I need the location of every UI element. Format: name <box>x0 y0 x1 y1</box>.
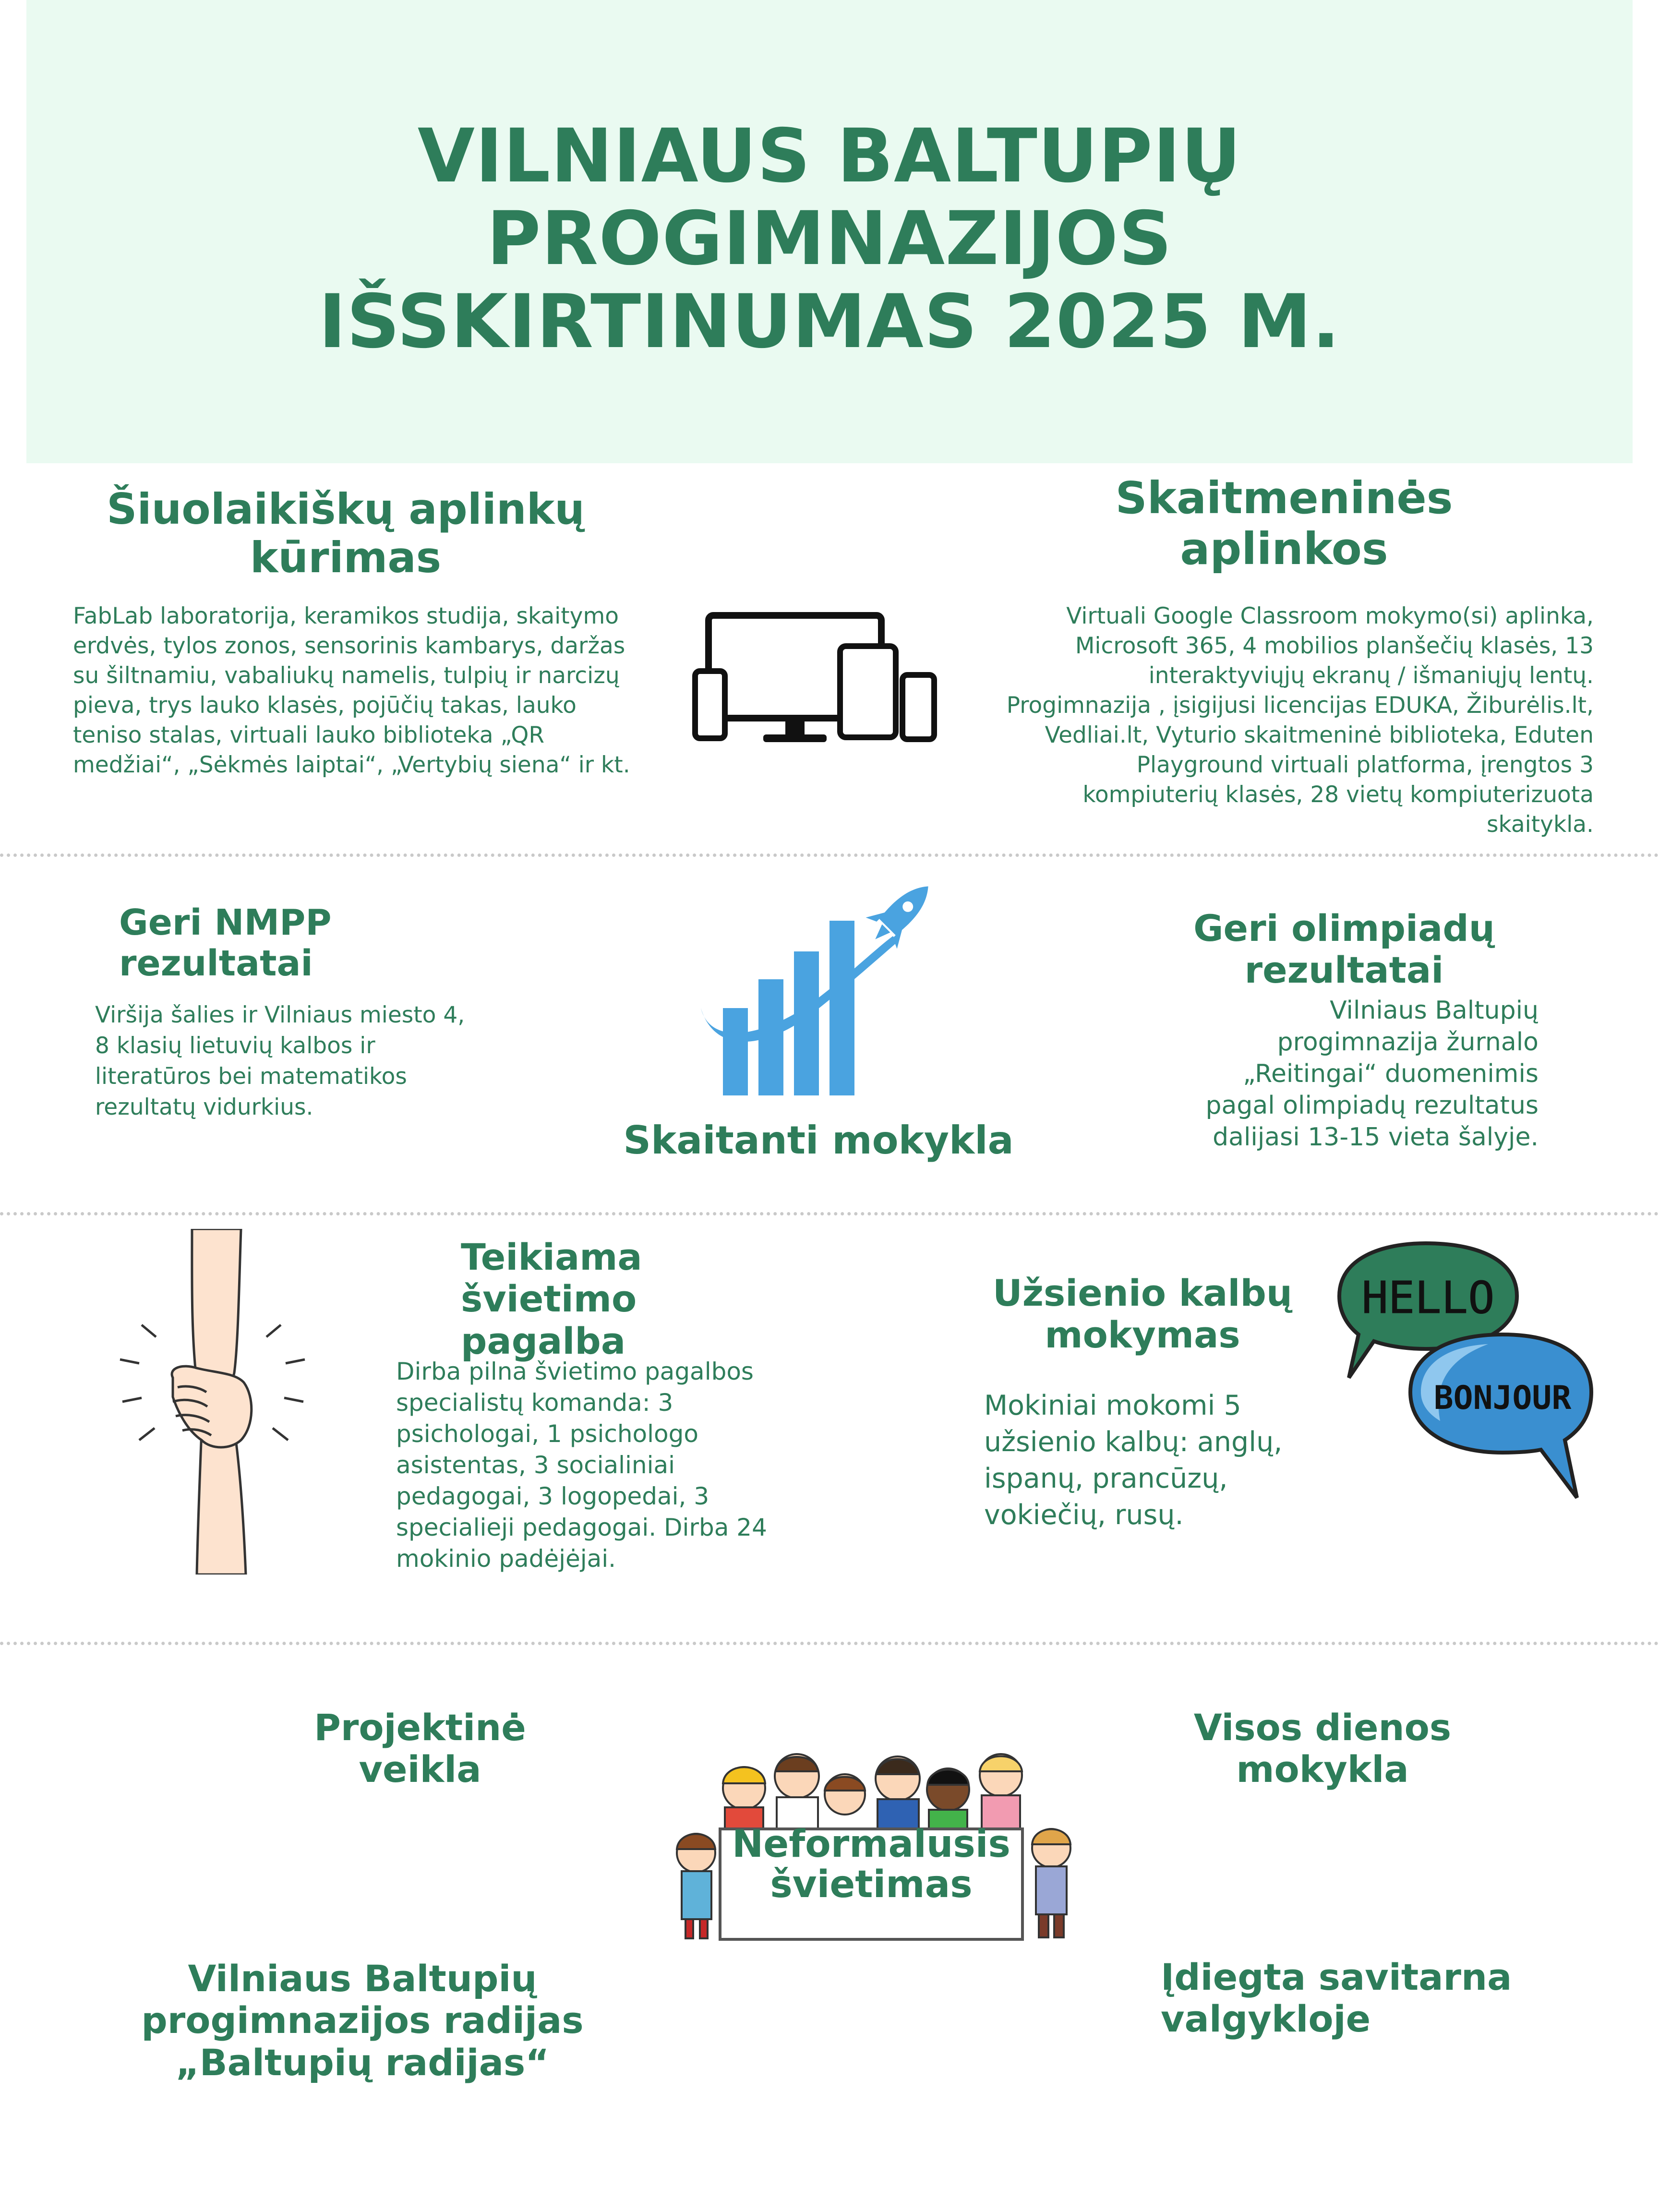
text-line: specialieji pedagogai. Dirba 24 <box>396 1514 767 1541</box>
text-line: užsienio kalbų: anglų, <box>984 1426 1283 1458</box>
title-line: Projektinė <box>314 1706 526 1749</box>
text-line: FabLab laboratorija, keramikos studija, skaitymo <box>73 603 619 629</box>
text-line: Virtuali Google Classroom mokymo(si) aplinka, <box>1066 603 1594 629</box>
text-line: specialistų komanda: 3 <box>396 1389 673 1417</box>
text-line: Vilniaus Baltupių <box>1330 996 1539 1025</box>
text-line: Vedliai.lt, Vyturio skaitmeninė biblioteka, Eduten <box>1045 722 1594 748</box>
text-line: progimnazija žurnalo <box>1277 1028 1539 1057</box>
text-line: rezultatų vidurkius. <box>95 1094 313 1120</box>
title-line: Visos dienos <box>1193 1706 1452 1749</box>
title-line: progimnazijos radijas <box>141 1999 584 2042</box>
growth-chart-rocket-icon <box>691 864 950 1099</box>
title-line: valgykloje <box>1161 1997 1371 2041</box>
page-title <box>26 115 1633 363</box>
modern-environments-text <box>73 601 692 780</box>
title-line: Įdiegta savitarna <box>1161 1956 1512 1998</box>
text-line: asistentas, 3 socialiniai <box>396 1451 675 1479</box>
project-activity-title <box>240 1707 600 1791</box>
text-line: skaitykla. <box>1487 811 1594 838</box>
title-line: Neformalusis <box>732 1823 1010 1866</box>
text-line: Dirba pilna švietimo pagalbos <box>396 1358 754 1385</box>
text-line: kompiuterių klasės, 28 vietų kompiuterizuota <box>1082 781 1594 808</box>
text-line: pagal olimpiadų rezultatus <box>1205 1091 1539 1120</box>
support-title <box>461 1236 797 1362</box>
speech-bubbles-icon <box>1330 1238 1599 1507</box>
title-line: Užsienio kalbų <box>993 1272 1292 1314</box>
title-line: Skaitmeninės <box>1115 472 1453 524</box>
text-line: pieva, trys lauko klasės, pojūčių takas, lauko <box>73 692 577 719</box>
non-formal-education-title <box>720 1824 1022 1905</box>
text-line: literatūros bei matematikos <box>95 1063 407 1090</box>
title-line: IŠSKIRTINUMAS 2025 M. <box>318 278 1341 365</box>
text-line: interaktyviųjų ekranų / išmaniųjų lentų. <box>1148 662 1594 689</box>
title-line: Vilniaus Baltupių <box>188 1957 537 2000</box>
text-line: 8 klasių lietuvių kalbos ir <box>95 1033 375 1059</box>
title-line: mokykla <box>1236 1748 1409 1791</box>
bonjour-bubble-text: BONJOUR <box>1433 1379 1572 1417</box>
devices-icon <box>691 610 941 749</box>
title-line: pagalba <box>461 1319 626 1362</box>
olympiad-results-text <box>1080 995 1539 1153</box>
title-line: Geri NMPP <box>119 902 332 943</box>
text-line: dalijasi 13-15 vieta šalyje. <box>1213 1123 1539 1152</box>
text-line: Microsoft 365, 4 mobilios planšečių klasės, 13 <box>1075 633 1594 659</box>
text-line: Mokiniai mokomi 5 <box>984 1390 1241 1421</box>
all-day-school-title <box>1142 1707 1503 1791</box>
text-line: Playground virtuali platforma, įrengtos 3 <box>1136 752 1594 778</box>
title-line: švietimas <box>770 1863 973 1907</box>
text-line: Viršija šalies ir Vilniaus miesto 4, <box>95 1002 465 1028</box>
title-line: kūrimas <box>250 533 442 583</box>
foreign-languages-text <box>984 1387 1320 1533</box>
title-line: rezultatai <box>1244 949 1444 992</box>
title-line: mokymas <box>1045 1313 1240 1357</box>
title-line: „Baltupių radijas“ <box>175 2041 550 2084</box>
olympiad-results-title <box>1152 907 1536 991</box>
self-service-canteen-title <box>1161 1956 1593 2040</box>
school-radio-title <box>110 1958 614 2083</box>
title-line: Šiuolaikiškų aplinkų <box>107 484 585 534</box>
support-text <box>396 1356 818 1575</box>
nmpp-results-text <box>95 1000 527 1123</box>
reading-school-title: Skaitanti mokykla <box>623 1118 1014 1163</box>
title-line: veikla <box>359 1748 481 1791</box>
title-line: švietimo <box>461 1277 637 1321</box>
text-line: Progimnazija , įsigijusi licencijas EDUKA, Žiburėlis.lt, <box>1006 692 1594 719</box>
text-line: su šiltnamiu, vabaliukų namelis, tulpių ir narcizų <box>73 662 620 689</box>
text-line: ispanų, prancūzų, <box>984 1463 1228 1494</box>
title-line: aplinkos <box>1180 523 1388 575</box>
helping-hands-icon <box>115 1229 317 1575</box>
text-line: erdvės, tylos zonos, sensorinis kambarys, daržas <box>73 633 625 659</box>
title-line: PROGIMNAZIJOS <box>486 196 1173 282</box>
text-line: „Reitingai“ duomenimis <box>1243 1059 1539 1088</box>
hello-bubble-text: HELLO <box>1361 1272 1495 1323</box>
section-divider <box>0 854 1659 857</box>
title-line: VILNIAUS BALTUPIŲ <box>417 113 1242 199</box>
text-line: medžiai“, „Sėkmės laiptai“, „Vertybių siena“ ir kt. <box>73 752 630 778</box>
nmpp-results-title <box>119 902 551 984</box>
text-line: psichologai, 1 psichologo <box>396 1420 698 1448</box>
text-line: pedagogai, 3 logopedai, 3 <box>396 1482 709 1510</box>
modern-environments-title <box>58 485 634 582</box>
text-line: mokinio padėjėjai. <box>396 1545 616 1573</box>
text-line: vokiečių, rusų. <box>984 1499 1184 1531</box>
text-line: teniso stalas, virtuali lauko biblioteka „QR <box>73 722 544 748</box>
digital-environments-text <box>941 601 1594 840</box>
title-line: rezultatai <box>119 943 313 985</box>
digital-environments-title <box>1032 473 1536 575</box>
section-divider <box>0 1212 1659 1215</box>
title-line: Geri olimpiadų <box>1193 907 1495 950</box>
section-divider <box>0 1642 1659 1645</box>
foreign-languages-title <box>974 1272 1310 1356</box>
title-line: Teikiama <box>461 1236 642 1278</box>
